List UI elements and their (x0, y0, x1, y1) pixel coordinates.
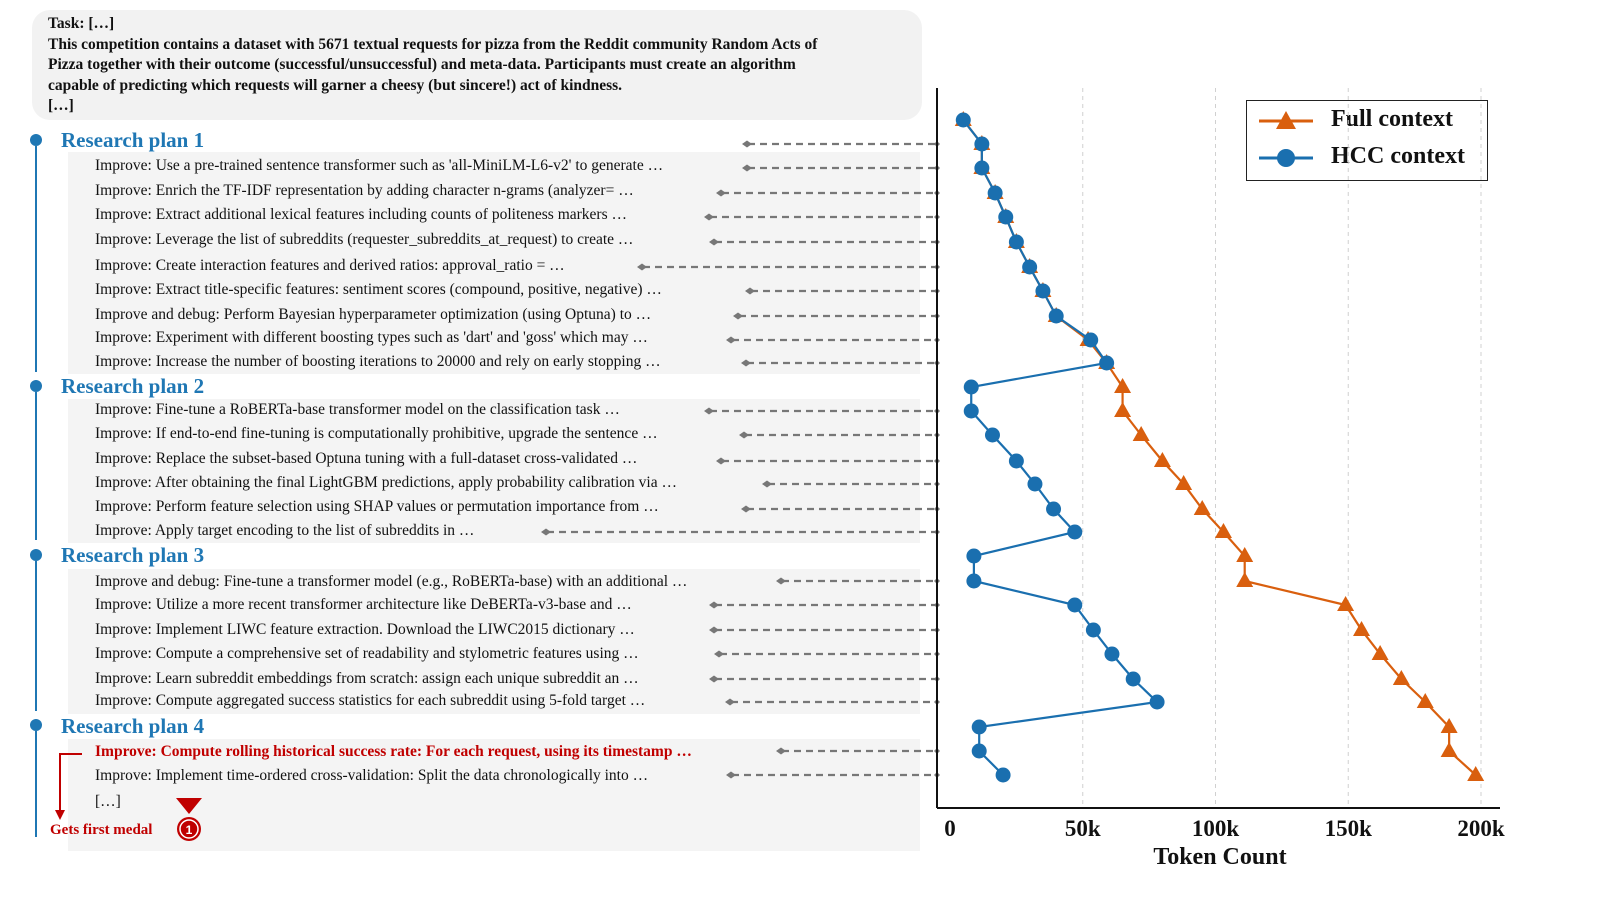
hcc-context-point (1009, 235, 1024, 250)
hcc-context-point (974, 161, 989, 176)
plan-step: Improve: Implement time-ordered cross-validation: Split the data chronologically into … (95, 767, 649, 784)
task-line: Pizza together with their outcome (successful/unsuccessful) and meta-data. Participants must create an algorithm (48, 56, 796, 73)
x-tick-label: 100k (1191, 816, 1240, 841)
hcc-context-point (964, 380, 979, 395)
full-context-point (1236, 572, 1253, 587)
plan-step: Improve: Experiment with different boosting types such as 'dart' and 'goss' which may … (95, 329, 648, 346)
plan-step: Improve: Create interaction features and derived ratios: approval_ratio = … (95, 257, 565, 274)
plan-step: Improve: Implement LIWC feature extraction. Download the LIWC2015 dictionary … (95, 621, 635, 638)
connector-arrow (741, 506, 751, 513)
medal-arrow (60, 754, 82, 812)
full-context-point (1353, 621, 1370, 636)
more-steps: […] (95, 793, 121, 810)
hcc-context-point (972, 720, 987, 735)
x-ticks (944, 816, 1505, 841)
hcc-context-point (998, 210, 1013, 225)
x-tick-label: 150k (1324, 816, 1372, 841)
full-context-point (1114, 378, 1131, 393)
plan-step: Improve: Use a pre-trained sentence transformer such as 'all-MiniLM-L6-v2' to generate … (95, 157, 664, 174)
hcc-context-point (1022, 260, 1037, 275)
plan-step: Improve: Apply target encoding to the list of subreddits in … (95, 522, 475, 539)
plan-step: Improve: Perform feature selection using SHAP values or permutation importance from … (95, 498, 659, 515)
connector-arrow (741, 360, 751, 367)
plan-4-title: Research plan 4 (61, 714, 205, 738)
hcc-context-point (1126, 672, 1141, 687)
hcc-context-point (988, 186, 1003, 201)
connector-arrow (541, 529, 551, 536)
connector-arrow (726, 337, 736, 344)
chart-grid (1083, 88, 1481, 808)
hcc-context-point (1049, 309, 1064, 324)
task-line: Task: […] (48, 15, 115, 32)
first-medal-label: Gets first medal (50, 822, 153, 838)
plan-step: Improve and debug: Fine-tune a transformer model (e.g., RoBERTa-base) with an additional … (95, 573, 688, 590)
plan-step: Improve: After obtaining the final LightGBM predictions, apply probability calibration via … (95, 474, 677, 491)
plan-step: Improve: Enrich the TF-IDF representation by adding character n-grams (analyzer= … (95, 182, 634, 199)
medal-arrow-head (55, 810, 65, 820)
x-tick-label: 0 (944, 816, 956, 841)
task-line: This competition contains a dataset with 5671 textual requests for pizza from the Reddit community Random Acts of (48, 35, 818, 53)
connector-arrow (709, 676, 719, 683)
connector-arrow (637, 264, 647, 271)
hcc-context-point (1083, 333, 1098, 348)
plan-step: Improve: Extract additional lexical features including counts of politeness markers … (95, 206, 628, 223)
connector-arrow (704, 408, 714, 415)
plan-step: Improve: Learn subreddit embeddings from scratch: assign each unique subreddit an … (95, 670, 639, 687)
connector-arrow (745, 288, 755, 295)
connector-arrow (709, 602, 719, 609)
hcc-context-point (1035, 284, 1050, 299)
series-hcc-context (956, 113, 1165, 783)
connector-arrow (714, 651, 724, 658)
plan-step: Improve: Compute aggregated success statistics for each subreddit using 5-fold target … (95, 692, 646, 709)
connector-arrow (739, 432, 749, 439)
hcc-context-point (1150, 695, 1165, 710)
hcc-context-point (1027, 477, 1042, 492)
step-connectors (541, 141, 940, 779)
plan-step: Improve: If end-to-end fine-tuning is computationally prohibitive, upgrade the sentence … (95, 425, 658, 442)
plan-1-title: Research plan 1 (61, 128, 205, 152)
connector-arrow (742, 165, 752, 172)
connector-arrow (742, 141, 752, 148)
task-line: […] (48, 97, 74, 114)
plan-step: Improve: Compute a comprehensive set of readability and stylometric features using … (95, 645, 639, 662)
plan-step: Improve: Extract title-specific features: sentiment scores (compound, positive, negative) … (95, 281, 662, 298)
hcc-context-point (974, 137, 989, 152)
hcc-context-point (985, 428, 1000, 443)
plan-step-highlighted: Improve: Compute rolling historical success rate: For each request, using its timestamp … (95, 743, 692, 760)
hcc-context-point (1046, 502, 1061, 517)
hcc-context-point (966, 549, 981, 564)
hcc-context-point (1086, 623, 1101, 638)
legend-hcc-label: HCC context (1331, 143, 1465, 169)
legend-full-label: Full context (1331, 106, 1453, 132)
medal-icon (176, 798, 202, 841)
hcc-context-point (1067, 525, 1082, 540)
plan-step: Improve: Utilize a more recent transformer architecture like DeBERTa-v3-base and … (95, 596, 632, 613)
task-line: capable of predicting which requests will garner a cheesy (but sincere!) act of kindness. (48, 76, 623, 94)
plan-step: Improve: Replace the subset-based Optuna tuning with a full-dataset cross-validated … (95, 450, 638, 467)
plan-step: Improve: Leverage the list of subreddits (requester_subreddits_at_request) to create … (95, 231, 634, 248)
plan-step: Improve and debug: Perform Bayesian hyperparameter optimization (using Optuna) to … (95, 306, 652, 323)
hcc-context-point (1099, 356, 1114, 371)
connector-arrow (709, 239, 719, 246)
hcc-context-point (996, 768, 1011, 783)
hcc-context-point (966, 574, 981, 589)
hcc-context-point (1067, 598, 1082, 613)
connector-arrow (725, 699, 735, 706)
medal-rank: 1 (185, 823, 193, 837)
full-context-point (1441, 742, 1458, 757)
connector-arrow (776, 748, 786, 755)
connector-arrow (709, 627, 719, 634)
hcc-context-point (964, 404, 979, 419)
x-axis-label: Token Count (1153, 844, 1287, 870)
hcc-context-point (956, 113, 971, 128)
connector-arrow (704, 214, 714, 221)
hcc-context-point (972, 744, 987, 759)
full-context-point (1114, 402, 1131, 417)
plan-step: Improve: Increase the number of boosting iterations to 20000 and rely on early stopping … (95, 353, 661, 370)
connector-arrow (716, 458, 726, 465)
plan-step: Improve: Fine-tune a RoBERTa-base transformer model on the classification task … (95, 401, 620, 418)
hcc-context-point (1009, 454, 1024, 469)
hcc-context-point (1104, 647, 1119, 662)
series-full-context (955, 111, 1484, 781)
plan-3-title: Research plan 3 (61, 543, 205, 567)
x-tick-label: 50k (1064, 816, 1101, 841)
x-tick-label: 200k (1457, 816, 1505, 841)
connector-arrow (733, 313, 743, 320)
connector-arrow (726, 772, 736, 779)
connector-arrow (776, 578, 786, 585)
plan-2-title: Research plan 2 (61, 374, 205, 398)
connector-arrow (762, 481, 772, 488)
connector-arrow (716, 190, 726, 197)
